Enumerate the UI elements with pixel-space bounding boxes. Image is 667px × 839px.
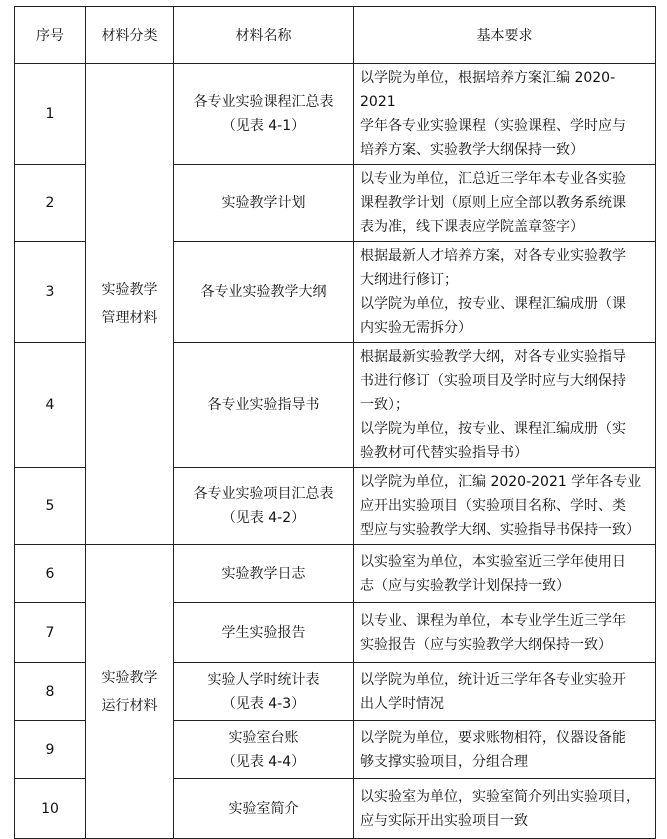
requirement-text: 以学院为单位，要求账物相符，仪器设备能 够支撑实验项目，分组合理	[354, 721, 656, 779]
row-number: 4	[15, 343, 86, 468]
row-number: 10	[15, 779, 86, 839]
material-name: 实验教学日志	[174, 545, 354, 603]
requirement-text: 以学院为单位，统计近三学年各专业实验开 出人学时情况	[354, 663, 656, 721]
category-text: 管理材料	[101, 310, 158, 326]
requirement-text: 根据最新实验教学大纲，对各专业实验指导 书进行修订（实验项目及学时应与大纲保持 一致）； 以学院为单位，按专业、课程汇编成册（实 验教材可代替实验指导书）	[354, 343, 656, 468]
header-category: 材料分类	[86, 7, 174, 64]
material-name: 各专业实验项目汇总表 （见表 4-2）	[174, 468, 354, 545]
row-number: 5	[15, 468, 86, 545]
material-name: 实验教学计划	[174, 165, 354, 242]
table-row	[15, 545, 656, 603]
material-name: 学生实验报告	[174, 603, 354, 663]
material-name: 各专业实验课程汇总表 （见表 4-1）	[174, 64, 354, 165]
category-management	[86, 64, 174, 545]
requirement-text: 以专业为单位，汇总近三学年本专业各实验 课程教学计划（原则上应全部以教务系统课 表为准，线下课表应学院盖章签字）	[354, 165, 656, 242]
header-no: 序号	[15, 7, 86, 64]
category-operation	[86, 545, 174, 839]
row-number: 8	[15, 663, 86, 721]
header-requirement: 基本要求	[354, 7, 656, 64]
requirements-table	[14, 6, 656, 839]
row-number: 1	[15, 64, 86, 165]
row-number: 2	[15, 165, 86, 242]
category-text: 实验教学	[101, 669, 158, 686]
requirement-text: 以学院为单位，汇编 2020-2021 学年各专业 应开出实验项目（实验项目名称、学时、类 型应与实验教学大纲、实验指导书保持一致）	[354, 468, 656, 545]
requirement-text: 以专业、课程为单位，本专业学生近三学年 实验报告（应与实验教学大纲保持一致）	[354, 603, 656, 663]
requirement-text: 根据最新人才培养方案，对各专业实验教学 大纲进行修订； 以学院为单位，按专业、课程汇编成册（课 内实验无需拆分）	[354, 242, 656, 343]
material-name: 实验室台账 （见表 4-4）	[174, 721, 354, 779]
row-number: 6	[15, 545, 86, 603]
material-name: 各专业实验教学大纲	[174, 242, 354, 343]
header-row	[15, 7, 656, 64]
requirement-text: 以实验室为单位，本实验室近三学年使用日 志（应与实验教学计划保持一致）	[354, 545, 656, 603]
material-name: 实验人学时统计表 （见表 4-3）	[174, 663, 354, 721]
header-name: 材料名称	[174, 7, 354, 64]
material-name: 实验室简介	[174, 779, 354, 839]
row-number: 7	[15, 603, 86, 663]
table-row	[15, 64, 656, 165]
requirement-text: 以实验室为单位，实验室简介列出实验项目， 应与实际开出实验项目一致	[354, 779, 656, 839]
category-text: 实验教学	[101, 282, 158, 298]
row-number: 9	[15, 721, 86, 779]
category-text: 运行材料	[101, 697, 158, 714]
row-number: 3	[15, 242, 86, 343]
material-name: 各专业实验指导书	[174, 343, 354, 468]
requirement-text: 以学院为单位，根据培养方案汇编 2020-2021 学年各专业实验课程（实验课程、学时应与 培养方案、实验教学大纲保持一致）	[354, 64, 656, 165]
